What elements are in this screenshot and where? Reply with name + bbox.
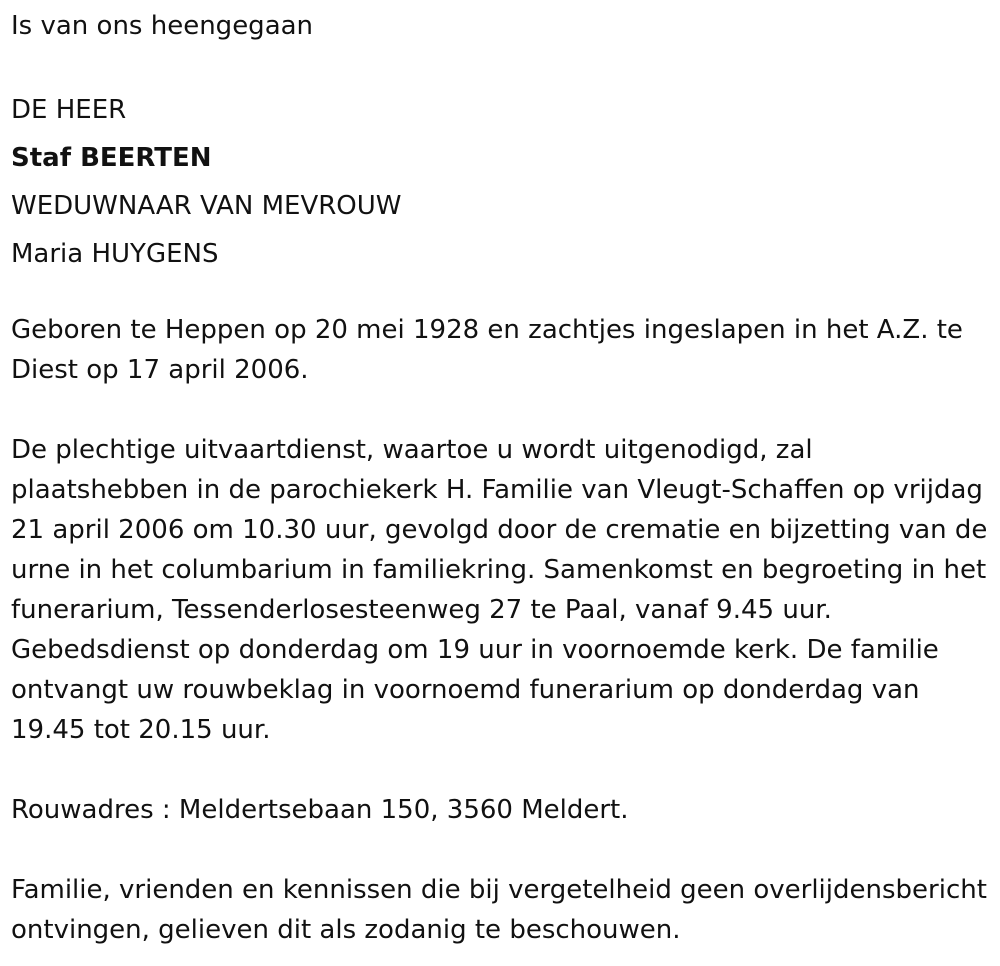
funeral-service-paragraph: De plechtige uitvaartdienst, waartoe u wordt uitgenodigd, zal plaatshebben in de parochiekerk H. Familie van Vleugt-Schaffen op vrijdag 21 april 2006 om 10.30 uur, gevolgd door de crematie en bijzetting van de urne in het columbarium in familiekring. Samenkomst en begroeting in het funerarium, Tessenderlosesteenweg 27 te Paal, vanaf 9.45 uur. Gebedsdienst op donderdag om 19 uur in voornoemde kerk. De familie ontvangt uw rouwbeklag in voornoemd funerarium op donderdag van 19.45 tot 20.15 uur. (11, 435, 988, 745)
mourning-address: Rouwadres : Meldertsebaan 150, 3560 Meldert. (11, 795, 629, 825)
spouse-name: Maria HUYGENS (11, 239, 219, 269)
closing-paragraph: Familie, vrienden en kennissen die bij vergetelheid geen overlijdensbericht ontvingen, gelieven dit als zodanig te beschouwen. (11, 875, 987, 945)
title-prefix: DE HEER (11, 95, 127, 125)
deceased-name: Staf BEERTEN (11, 143, 212, 173)
relation-text: WEDUWNAAR VAN MEVROUW (11, 191, 402, 221)
intro-text: Is van ons heengegaan (11, 11, 314, 41)
birth-death-paragraph: Geboren te Heppen op 20 mei 1928 en zachtjes ingeslapen in het A.Z. te Diest op 17 april 2006. (11, 315, 963, 385)
